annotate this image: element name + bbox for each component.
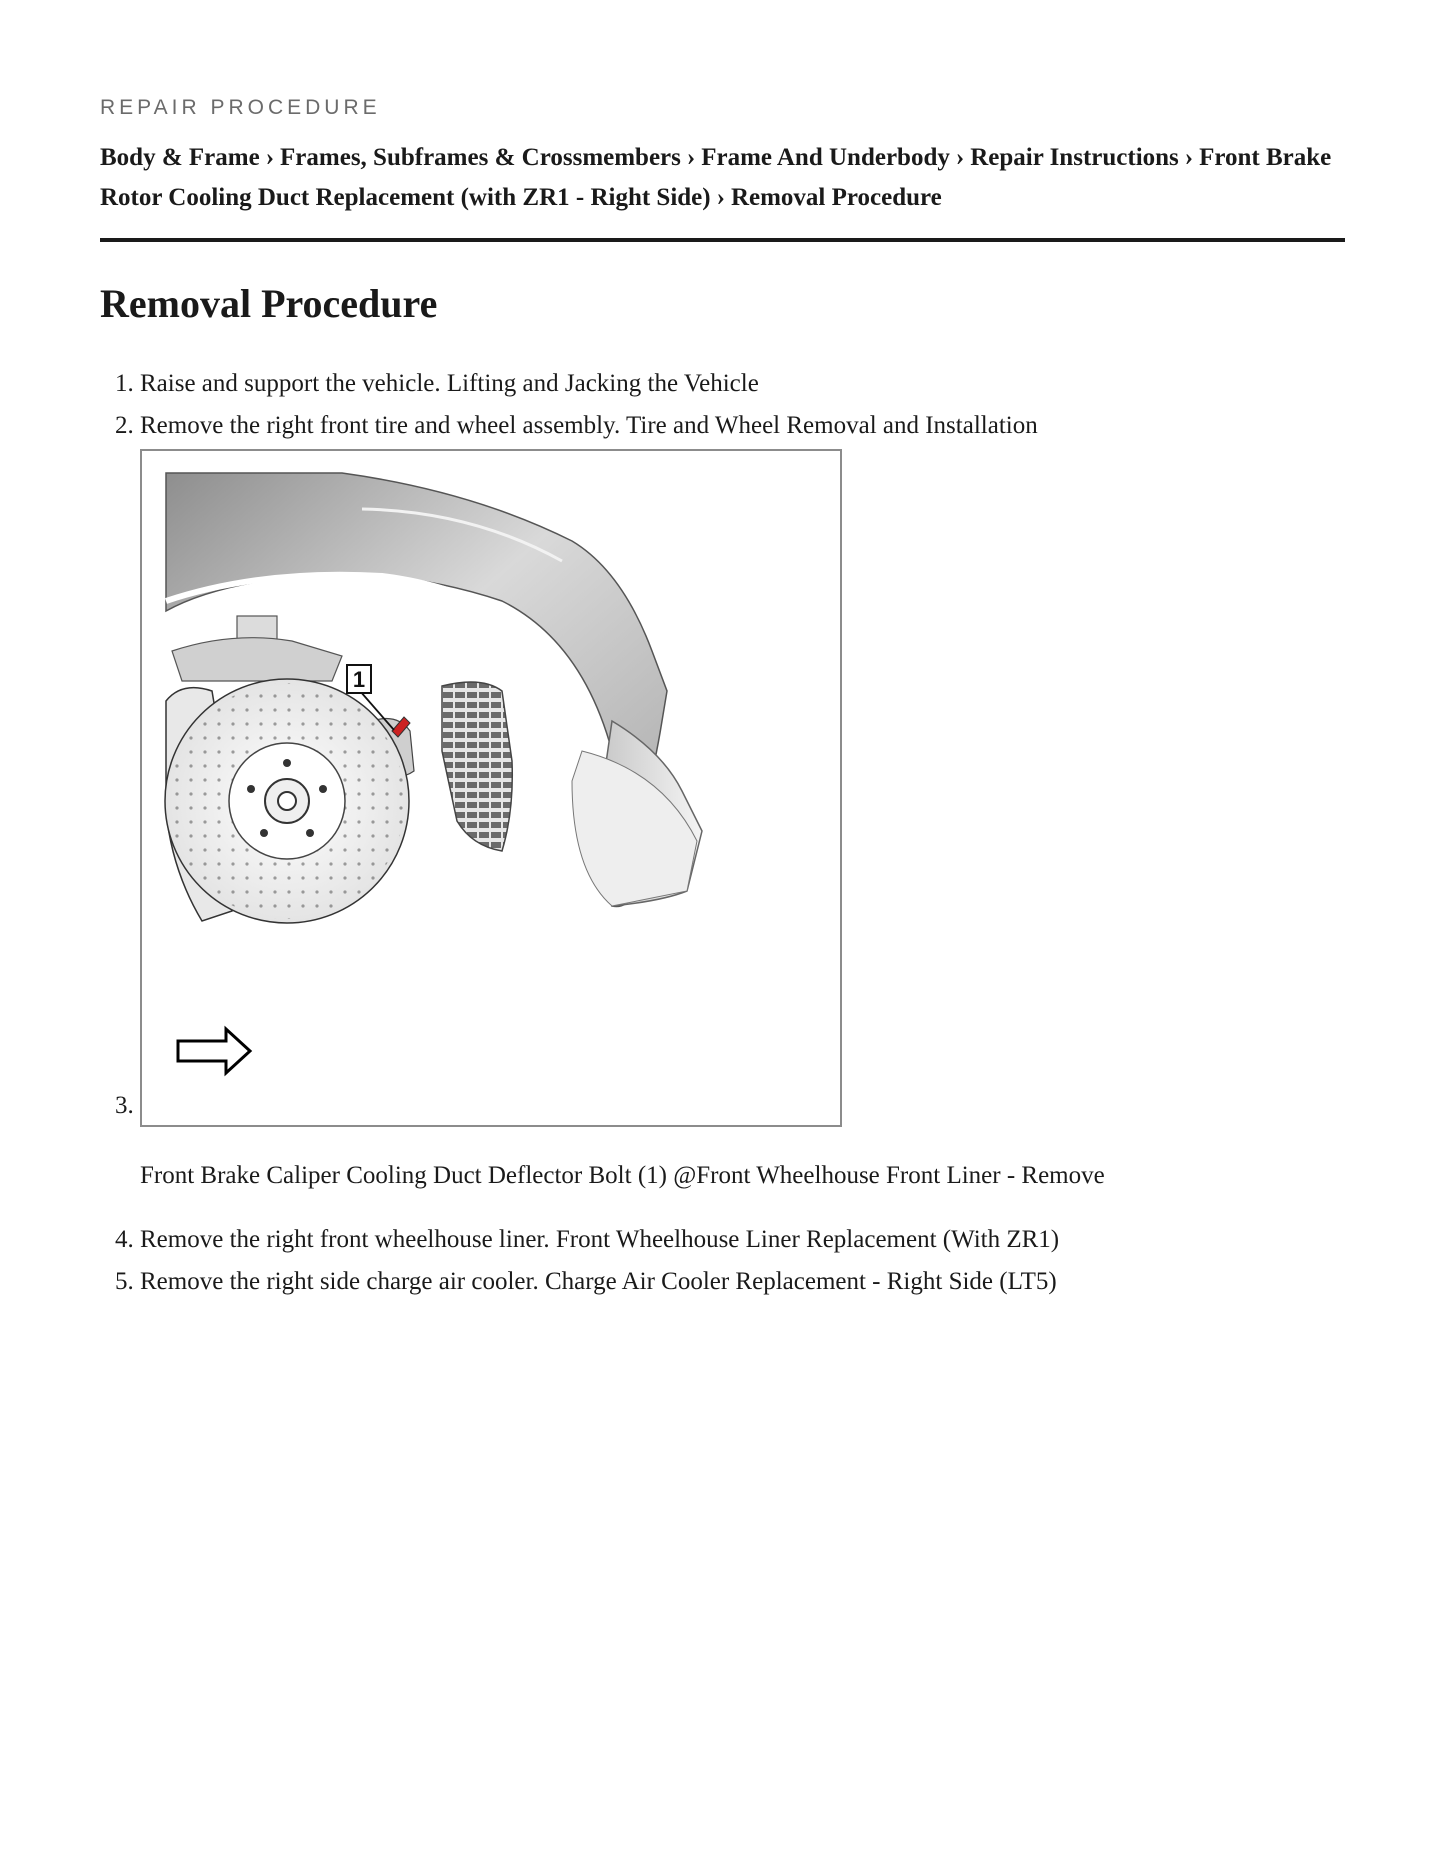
step-text: Remove the right front tire and wheel assembly. Tire and Wheel Removal and Installation xyxy=(140,412,1038,439)
wheelhouse-liner-vent xyxy=(442,682,512,851)
section-kicker: REPAIR PROCEDURE xyxy=(100,96,381,119)
lug-hole xyxy=(306,829,314,837)
procedure-illustration[interactable] xyxy=(140,449,842,1127)
lug-hole xyxy=(260,829,268,837)
callout-label: 3. 1 xyxy=(352,667,366,692)
fascia-lower-lip xyxy=(572,751,697,906)
step-item xyxy=(140,1261,1145,1303)
breadcrumb-separator: › xyxy=(1184,144,1194,171)
breadcrumb xyxy=(100,138,1345,242)
direction-arrow-icon xyxy=(178,1029,250,1073)
step-item xyxy=(140,405,1145,447)
breadcrumb-item[interactable]: Front Brake Rotor Cooling Duct Replacement (with ZR1 - Right Side) xyxy=(100,144,1332,211)
hub-center xyxy=(278,792,296,810)
breadcrumb-item[interactable]: Frame And Underbody xyxy=(701,144,950,171)
breadcrumb-separator: › xyxy=(955,144,965,171)
control-arm xyxy=(172,638,342,681)
step-text: Raise and support the vehicle. Lifting and Jacking the Vehicle xyxy=(140,370,759,397)
breadcrumb-separator: › xyxy=(686,144,696,171)
step-item xyxy=(140,1219,1145,1261)
procedure-steps xyxy=(100,363,1145,1303)
step-item-figure xyxy=(140,449,1145,1197)
breadcrumb-item[interactable]: Repair Instructions xyxy=(970,144,1179,171)
breadcrumb-current: Removal Procedure xyxy=(730,184,942,211)
breadcrumb-item[interactable]: Frames, Subframes & Crossmembers xyxy=(280,144,681,171)
lug-hole xyxy=(247,785,255,793)
step-text: Remove the right side charge air cooler. Charge Air Cooler Replacement - Right Side (LT5) xyxy=(140,1268,1057,1295)
lug-hole xyxy=(319,785,327,793)
breadcrumb-separator: › xyxy=(265,144,275,171)
brake-duct-illustration xyxy=(142,451,840,1125)
lug-hole xyxy=(283,759,291,767)
figure-caption: Front Brake Caliper Cooling Duct Deflector Bolt (1) @Front Wheelhouse Front Liner - Remove xyxy=(140,1162,1105,1189)
step-text: Remove the right front wheelhouse liner. Front Wheelhouse Liner Replacement (With ZR1) xyxy=(140,1226,1060,1253)
step-item xyxy=(140,363,1145,405)
page-title: Removal Procedure xyxy=(100,281,438,326)
breadcrumb-separator: › xyxy=(716,184,725,211)
breadcrumb-item[interactable]: Body & Frame xyxy=(100,144,260,171)
